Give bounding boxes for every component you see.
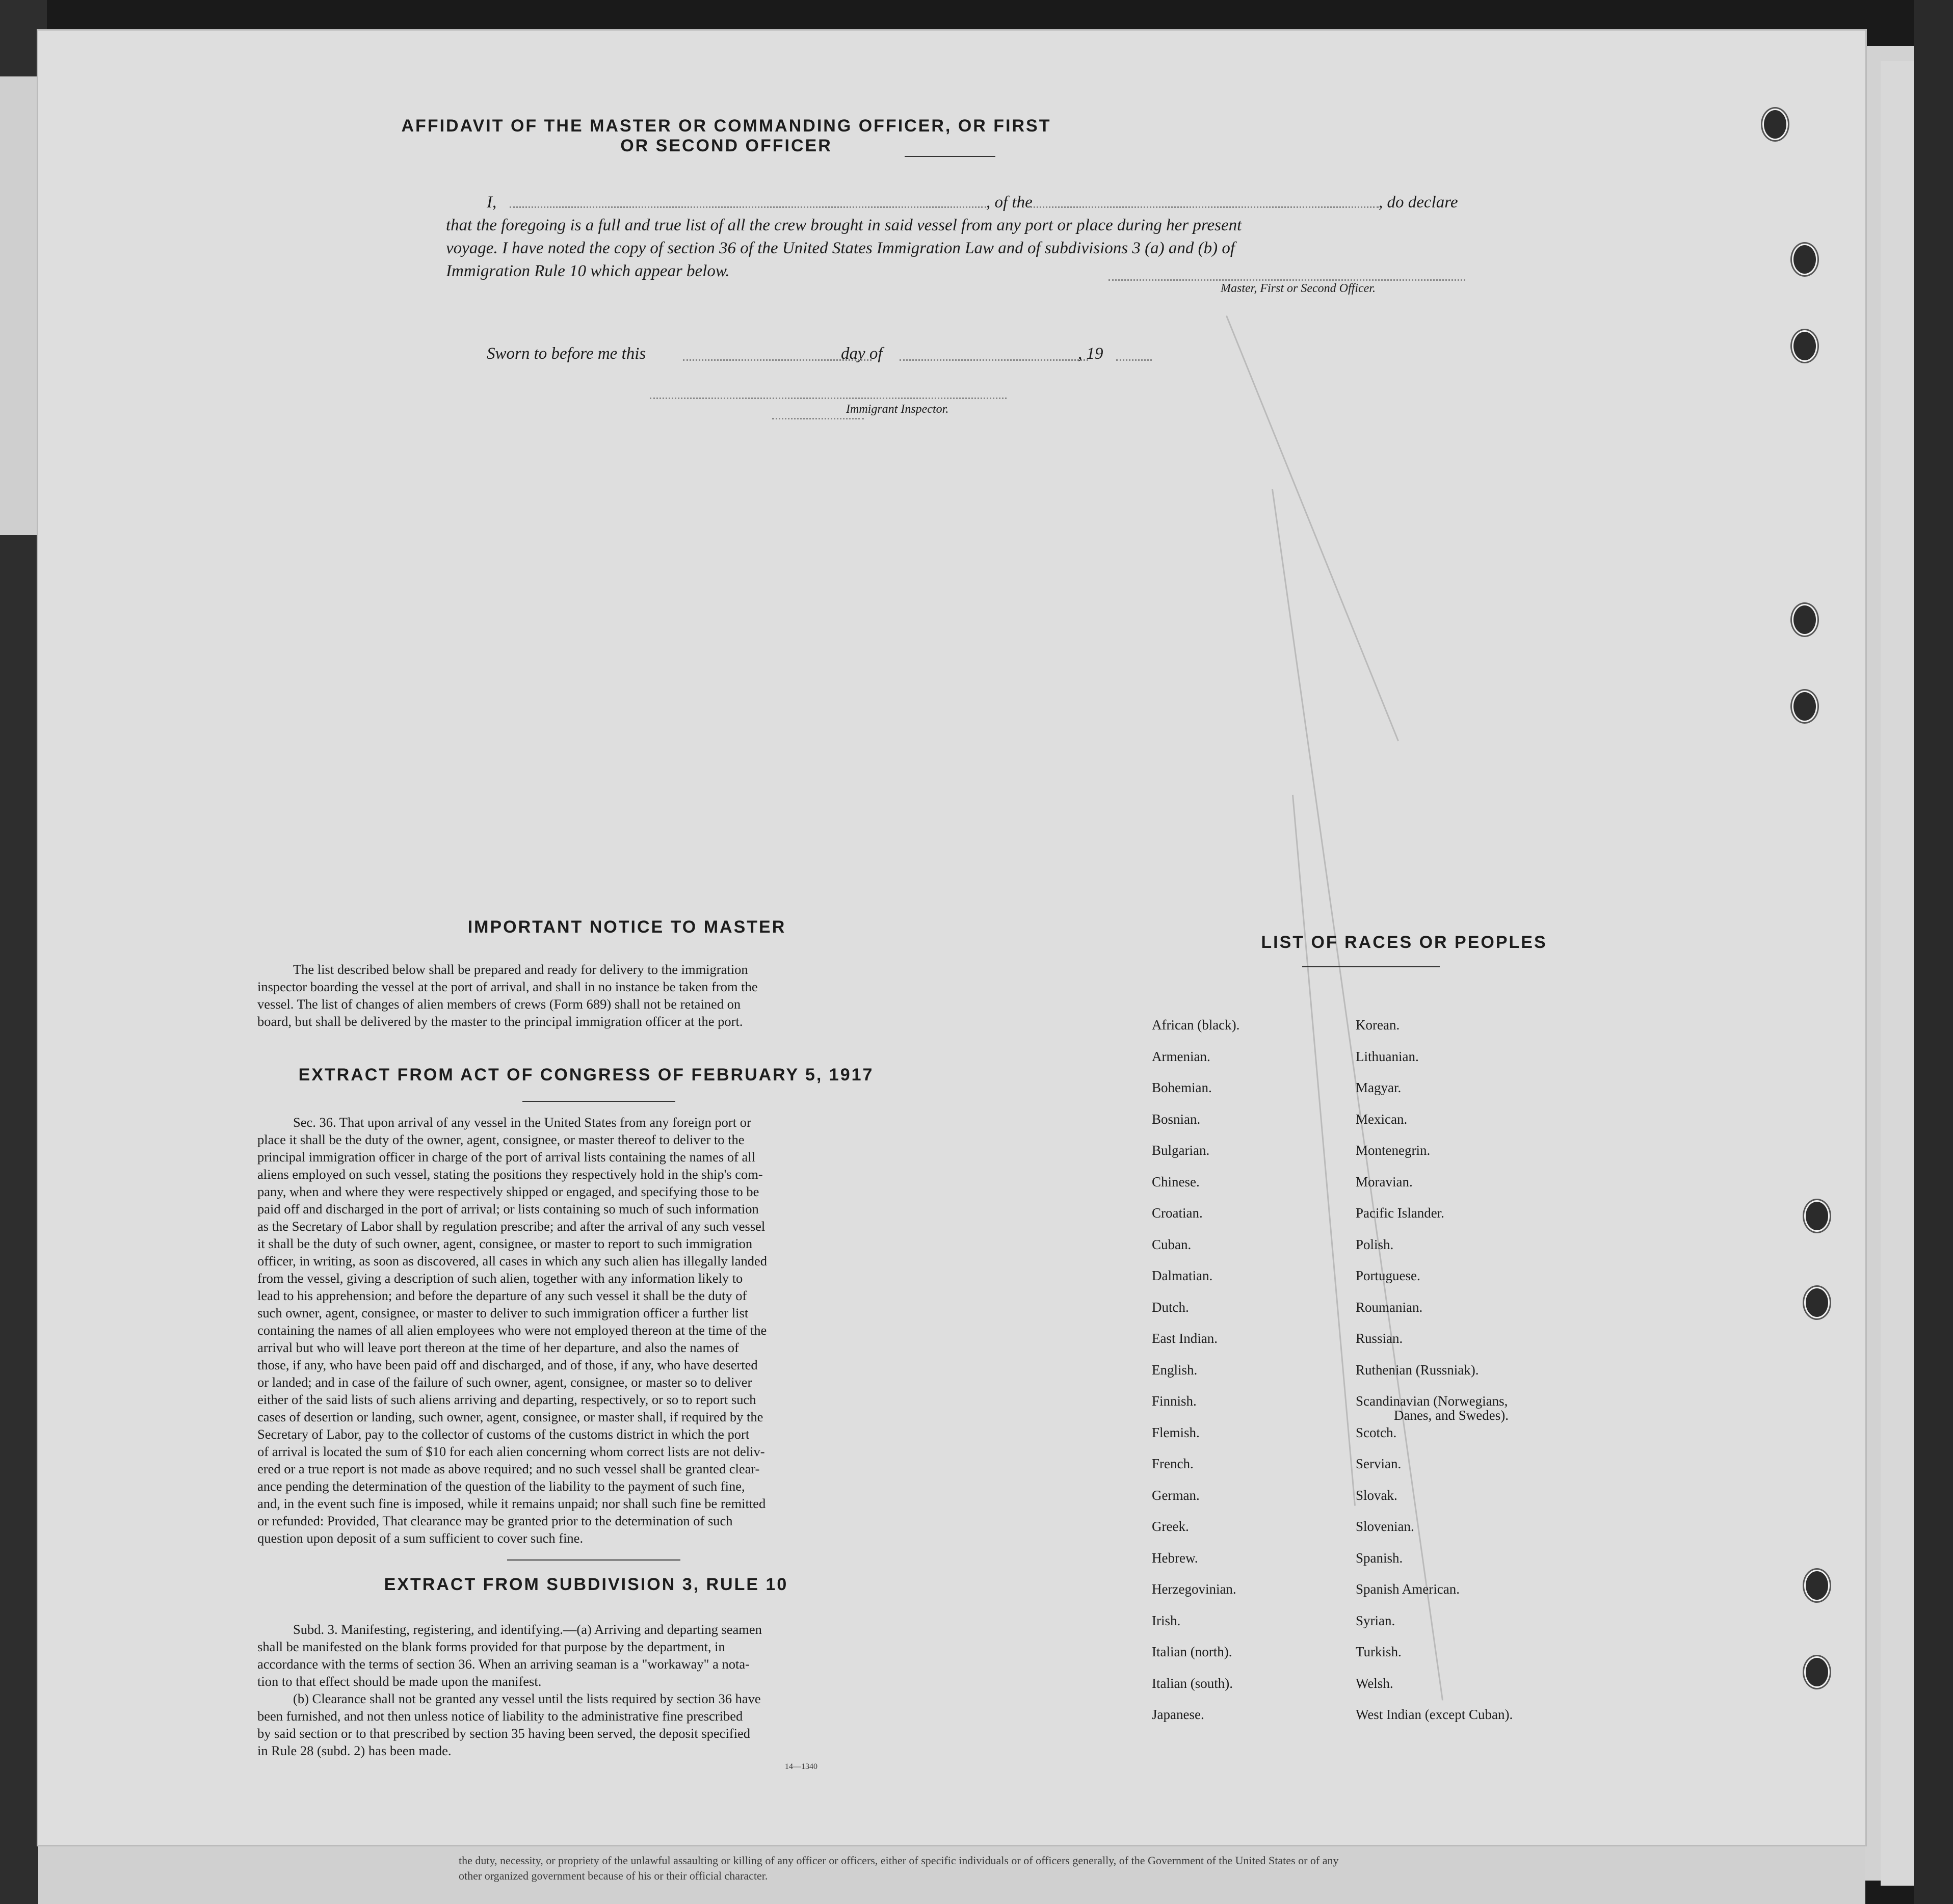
rule-separator — [507, 1559, 680, 1561]
act-line: pany, when and where they were respectively shipped or engaged, and specifying those to be — [257, 1184, 759, 1199]
act-line: aliens employed on such vessel, stating the positions they respectively hold in the ship's com- — [257, 1167, 763, 1182]
race-item: Cuban. — [1152, 1236, 1192, 1252]
rule-extract-title: EXTRACT FROM SUBDIVISION 3, RULE 10 — [384, 1575, 788, 1594]
race-item: Herzegovinian. — [1152, 1581, 1236, 1597]
act-line: from the vessel, giving a description of such alien, together with any information likely to — [257, 1271, 743, 1286]
race-item: Syrian. — [1356, 1612, 1395, 1628]
race-item: Mexican. — [1356, 1111, 1408, 1127]
affidavit-of-the: , of the — [986, 193, 1033, 211]
document-sheet — [38, 31, 1865, 1845]
race-item — [1356, 1393, 1513, 1425]
race-item: African (black). — [1152, 1017, 1240, 1033]
race-item: Japanese. — [1152, 1707, 1204, 1722]
affidavit-title: AFFIDAVIT OF THE MASTER OR COMMANDING OFFICER, OR FIRST OR SECOND OFFICER — [401, 116, 1051, 155]
month-blank — [900, 359, 1088, 361]
race-item-continuation: Danes, and Swedes). — [1394, 1408, 1509, 1423]
notice-line: board, but shall be delivered by the master to the principal immigration officer at the port. — [257, 1014, 743, 1029]
binder-hole — [1792, 244, 1817, 275]
act-extract-title: EXTRACT FROM ACT OF CONGRESS OF FEBRUARY 5, 1917 — [298, 1065, 874, 1085]
binder-hole — [1804, 1287, 1830, 1318]
race-item: Korean. — [1356, 1017, 1400, 1033]
inspector-blank — [650, 398, 1007, 399]
notice-line: inspector boarding the vessel at the port of arrival, and shall in no instance be taken from the — [257, 979, 758, 994]
act-line: such owner, agent, consignee, or master to deliver to such immigration officer a further list — [257, 1305, 749, 1320]
act-line: as the Secretary of Labor shall by regulation prescribe; and after the arrival of any such vessel — [257, 1219, 766, 1234]
races-column-2 — [1356, 1017, 1513, 1738]
right-dark-edge — [1914, 0, 1953, 1904]
race-item: Irish. — [1152, 1612, 1181, 1628]
signature-blank — [1109, 279, 1465, 281]
race-item: Servian. — [1356, 1456, 1402, 1471]
rule-line: (b) Clearance shall not be granted any vessel until the lists required by section 36 have — [293, 1691, 761, 1706]
race-item: Russian. — [1356, 1331, 1403, 1346]
race-item: Roumanian. — [1356, 1299, 1423, 1315]
race-item: Dutch. — [1152, 1299, 1189, 1315]
act-extract-paragraph — [257, 1114, 915, 1547]
name-blank — [510, 206, 986, 208]
right-sheet-strip — [1881, 61, 1916, 1886]
race-item: Bulgarian. — [1152, 1143, 1210, 1158]
act-line: ance pending the determination of the question of the liability to the payment of such fine, — [257, 1478, 745, 1494]
year-prefix: , 19 — [1078, 345, 1103, 363]
rank-blank — [1027, 206, 1379, 208]
inspector-blank-short — [772, 418, 864, 419]
race-item: Magyar. — [1356, 1080, 1402, 1095]
signature-label: Master, First or Second Officer. — [1221, 282, 1376, 295]
rule-extract-paragraph — [257, 1621, 915, 1759]
act-title-rule — [522, 1101, 675, 1102]
rule-line: been furnished, and not then unless notice of liability to the administrative fine prescribed — [257, 1708, 743, 1724]
race-item: Armenian. — [1152, 1048, 1210, 1064]
race-item: German. — [1152, 1487, 1200, 1503]
act-line: ered or a true report is not made as above required; and no such vessel shall be granted clear- — [257, 1461, 760, 1476]
race-item: Chinese. — [1152, 1174, 1200, 1189]
races-title: LIST OF RACES OR PEOPLES — [1261, 933, 1547, 952]
race-item: Italian (north). — [1152, 1644, 1232, 1659]
race-item: West Indian (except Cuban). — [1356, 1707, 1513, 1722]
race-item: English. — [1152, 1362, 1198, 1378]
act-line: and, in the event such fine is imposed, while it remains unpaid; nor shall such fine be remitted — [257, 1496, 766, 1511]
notice-title: IMPORTANT NOTICE TO MASTER — [467, 917, 786, 937]
race-item: Lithuanian. — [1356, 1048, 1419, 1064]
act-line: cases of desertion or landing, such owner, agent, consignee, or master shall, if required by the — [257, 1409, 763, 1424]
rule-line: accordance with the terms of section 36. When an arriving seaman is a "workaway" a nota- — [257, 1656, 750, 1672]
bottom-line: the duty, necessity, or propriety of the unlawful assaulting or killing of any officer or officers, either of specific individuals or of officers generally, of the Government of the United States or of any — [459, 1854, 1339, 1867]
act-line: either of the said lists of such aliens arriving and departing, respectively, or so to report such — [257, 1392, 756, 1407]
notice-paragraph — [257, 961, 915, 1030]
rule-line: shall be manifested on the blank forms provided for that purpose by the department, in — [257, 1639, 725, 1654]
races-title-rule — [1302, 966, 1440, 967]
rule-line: Subd. 3. Manifesting, registering, and identifying.—(a) Arriving and departing seamen — [293, 1622, 762, 1637]
act-line: paid off and discharged in the port of arrival; or lists containing so much of such information — [257, 1201, 759, 1217]
race-item: Portuguese. — [1356, 1268, 1420, 1283]
notice-line: The list described below shall be prepared and ready for delivery to the immigration — [293, 962, 748, 977]
race-item: Bosnian. — [1152, 1111, 1201, 1127]
race-item: Turkish. — [1356, 1644, 1402, 1659]
binder-hole — [1792, 330, 1817, 362]
act-line: lead to his apprehension; and before the departure of any such vessel it shall be the duty of — [257, 1288, 747, 1303]
binder-hole — [1792, 604, 1817, 636]
race-item: Hebrew. — [1152, 1550, 1198, 1566]
races-column-1 — [1152, 1017, 1239, 1738]
act-line: containing the names of all alien employees who were not employed thereon at the time of the — [257, 1323, 767, 1338]
rule-line: by said section or to that prescribed by section 35 having been served, the deposit specified — [257, 1726, 750, 1741]
race-item: Bohemian. — [1152, 1080, 1212, 1095]
race-item: Welsh. — [1356, 1675, 1393, 1691]
binder-hole — [1762, 109, 1788, 140]
race-item: French. — [1152, 1456, 1194, 1471]
year-blank — [1116, 359, 1152, 361]
race-item: Slovenian. — [1356, 1519, 1414, 1534]
race-item: Dalmatian. — [1152, 1268, 1213, 1283]
race-item: Ruthenian (Russniak). — [1356, 1362, 1479, 1378]
affidavit-body-line: Immigration Rule 10 which appear below. — [446, 262, 730, 280]
race-item: Pacific Islander. — [1356, 1205, 1444, 1221]
bottom-line: other organized government because of his or their official character. — [459, 1869, 768, 1882]
form-number: 14—1340 — [785, 1762, 817, 1771]
race-item: Spanish. — [1356, 1550, 1403, 1566]
race-item: Finnish. — [1152, 1393, 1197, 1409]
act-line: place it shall be the duty of the owner, agent, consignee, or master thereof to deliver to the — [257, 1132, 745, 1147]
race-item: Slovak. — [1356, 1487, 1397, 1503]
act-line: arrival but who will leave port thereon at the time of her departure, and also the names of — [257, 1340, 739, 1355]
act-line: Sec. 36. That upon arrival of any vessel in the United States from any foreign port or — [293, 1115, 751, 1130]
binder-hole — [1792, 691, 1817, 722]
pencil-mark — [1292, 795, 1356, 1506]
rule-line: tion to that effect should be made upon the manifest. — [257, 1674, 542, 1689]
race-item-text: Scandinavian (Norwegians, — [1356, 1393, 1508, 1409]
affidavit-i: I, — [487, 193, 497, 211]
act-line: principal immigration officer in charge of the port of arrival lists containing the names of all — [257, 1149, 756, 1165]
pencil-mark — [1226, 315, 1399, 742]
race-item: Polish. — [1356, 1236, 1394, 1252]
affidavit-body-line: that the foregoing is a full and true list of all the crew brought in said vessel from any port or place during her present — [446, 216, 1242, 234]
sworn-text: Sworn to before me this — [487, 345, 646, 363]
act-line: Secretary of Labor, pay to the collector of customs of the customs district in which the port — [257, 1426, 750, 1442]
act-line: it shall be the duty of such owner, agent, consignee, or master to report to such immigration — [257, 1236, 753, 1251]
binder-hole — [1804, 1656, 1830, 1688]
rule-line: in Rule 28 (subd. 2) has been made. — [257, 1743, 452, 1758]
race-item: Moravian. — [1356, 1174, 1413, 1189]
race-item: East Indian. — [1152, 1331, 1218, 1346]
day-of-text: day of — [841, 345, 883, 363]
affidavit-body-line: voyage. I have noted the copy of section 36 of the United States Immigration Law and of subdivisions 3 (a) and (b) of — [446, 239, 1235, 257]
race-item: Scotch. — [1356, 1424, 1397, 1440]
inspector-label: Immigrant Inspector. — [846, 403, 949, 416]
act-line: question upon deposit of a sum sufficient to cover such fine. — [257, 1530, 584, 1546]
race-item: Flemish. — [1152, 1424, 1200, 1440]
race-item: Italian (south). — [1152, 1675, 1233, 1691]
binder-hole — [1804, 1200, 1830, 1232]
act-line: or landed; and in case of the failure of such owner, agent, consignee, or master so to deliver — [257, 1374, 752, 1390]
race-item: Greek. — [1152, 1519, 1189, 1534]
act-line: officer, in writing, as soon as discovered, all cases in which any such alien has illegally landed — [257, 1253, 768, 1268]
act-line: or refunded: Provided, That clearance may be granted prior to the determination of such — [257, 1513, 733, 1528]
act-line: those, if any, who have been paid off and discharged, and of those, if any, who have deserted — [257, 1357, 758, 1372]
binder-hole — [1804, 1570, 1830, 1601]
race-item: Spanish American. — [1356, 1581, 1460, 1597]
notice-line: vessel. The list of changes of alien members of crews (Form 689) shall not be retained on — [257, 996, 741, 1012]
race-item: Montenegrin. — [1356, 1143, 1431, 1158]
affidavit-declare: , do declare — [1379, 193, 1458, 211]
bottom-page-text — [459, 1853, 1478, 1884]
title-rule — [905, 156, 995, 157]
act-line: of arrival is located the sum of $10 for each alien concerning whom correct lists are not deliv- — [257, 1444, 765, 1459]
race-item: Croatian. — [1152, 1205, 1203, 1221]
